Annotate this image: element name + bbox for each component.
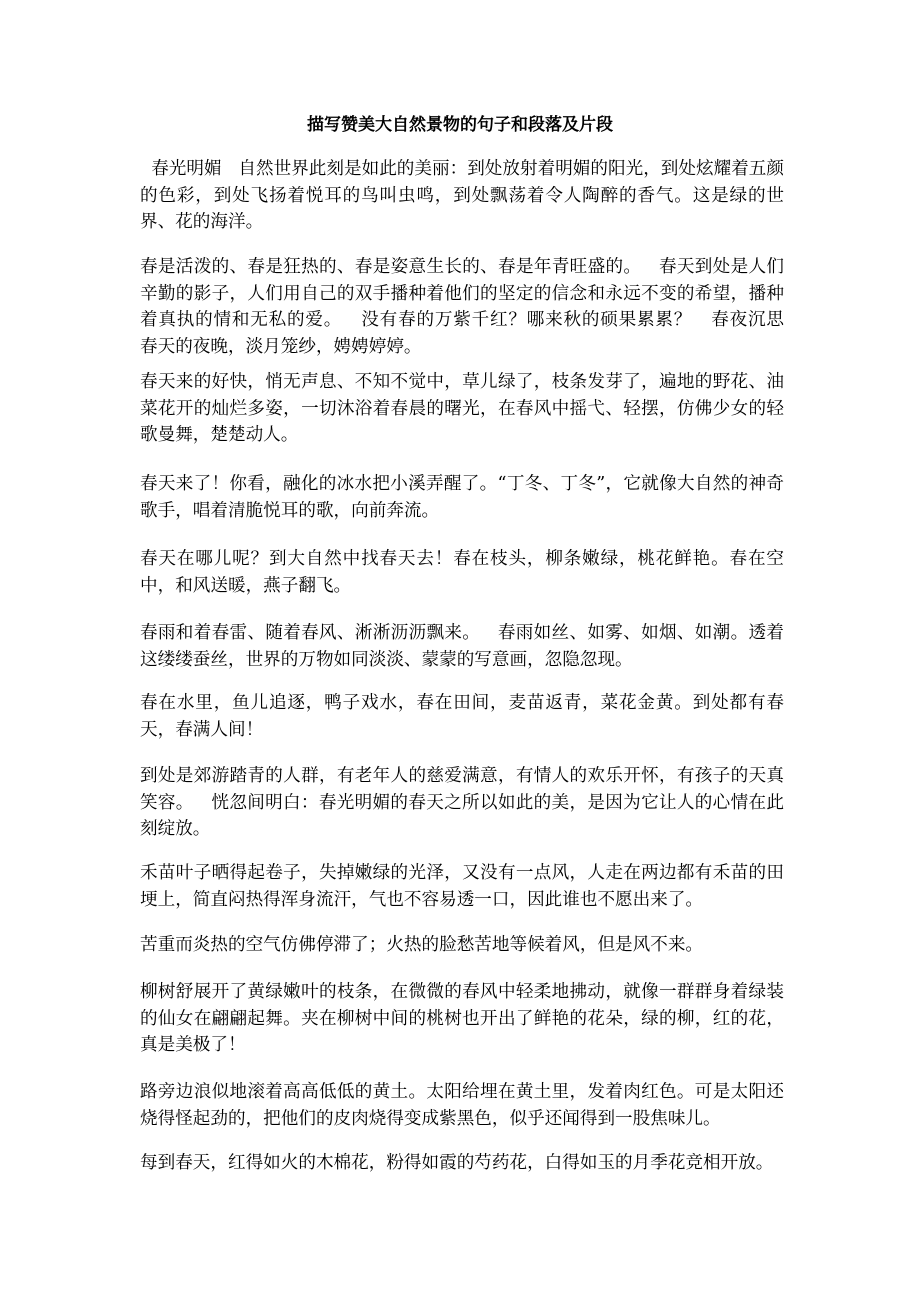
paragraph: 苦重而炎热的空气仿佛停滞了；火热的脸愁苦地等候着风，但是风不来。: [140, 935, 704, 955]
paragraph: 春雨和着春雷、随着春风、淅淅沥沥飘来。 春雨如丝、如雾、如烟、如潮。透着这缕缕蚕丝，世界的万物如同淡淡、蒙蒙的写意画，忽隐忽现。: [140, 623, 784, 670]
document-title: 描写赞美大自然景物的句子和段落及片段: [307, 115, 613, 135]
paragraph: 春是活泼的、春是狂热的、春是姿意生长的、春是年青旺盛的。 春天到处是人们辛勤的影子，人们用自己的双手播种着他们的坚定的信念和永远不变的希望，播种着真执的情和无私的爱。 没有春的万紫千红？哪来秋的硕果累累？ 春夜沉思 春天的夜晚，淡月笼纱，娉娉婷婷。: [140, 257, 801, 357]
paragraph: 春天在哪儿呢？到大自然中找春天去！春在枝头，柳条嫩绿，桃花鲜艳。春在空中，和风送暖，燕子翻飞。: [140, 549, 784, 596]
paragraph: 禾苗叶子晒得起卷子，失掉嫩绿的光泽，又没有一点风，人走在两边都有禾苗的田埂上，简直闷热得浑身流汗，气也不容易透一口，因此谁也不愿出来了。: [140, 863, 784, 910]
paragraph: 春天来了！你看，融化的冰水把小溪弄醒了。“丁冬、丁冬”，它就像大自然的神奇歌手，唱着清脆悦耳的歌，向前奔流。: [140, 474, 784, 521]
paragraph: 春在水里，鱼儿追逐，鸭子戏水，春在田间，麦苗返青，菜花金黄。到处都有春天，春满人间！: [140, 693, 784, 740]
paragraph: 春光明媚 自然世界此刻是如此的美丽：到处放射着明媚的阳光，到处炫耀着五颜的色彩，到处飞扬着悦耳的鸟叫虫鸣，到处飘荡着令人陶醉的香气。这是绿的世界、花的海洋。: [140, 159, 784, 233]
paragraph: 到处是郊游踏青的人群，有老年人的慈爱满意，有情人的欢乐开怀，有孩子的天真笑容。 恍忽间明白：春光明媚的春天之所以如此的美，是因为它让人的心情在此刻绽放。: [140, 766, 784, 840]
paragraph: 柳树舒展开了黄绿嫩叶的枝条，在微微的春风中轻柔地拂动，就像一群群身着绿装的仙女在翩翩起舞。夹在柳树中间的桃树也开出了鲜艳的花朵，绿的柳，红的花，真是美极了！: [140, 982, 784, 1056]
paragraph: 路旁边浪似地滚着高高低低的黄土。太阳给埋在黄土里，发着肉红色。可是太阳还烧得怪起劲的，把他们的皮肉烧得变成紫黑色，似乎还闻得到一股焦味儿。: [140, 1082, 784, 1129]
paragraph: 春天来的好快，悄无声息、不知不觉中，草儿绿了，枝条发芽了，遍地的野花、油菜花开的灿烂多姿，一切沐浴着春晨的曙光，在春风中摇弋、轻摆，仿佛少女的轻歌曼舞，楚楚动人。: [140, 372, 784, 446]
paragraph: 每到春天，红得如火的木棉花，粉得如霞的芍药花，白得如玉的月季花竞相开放。: [140, 1153, 774, 1173]
